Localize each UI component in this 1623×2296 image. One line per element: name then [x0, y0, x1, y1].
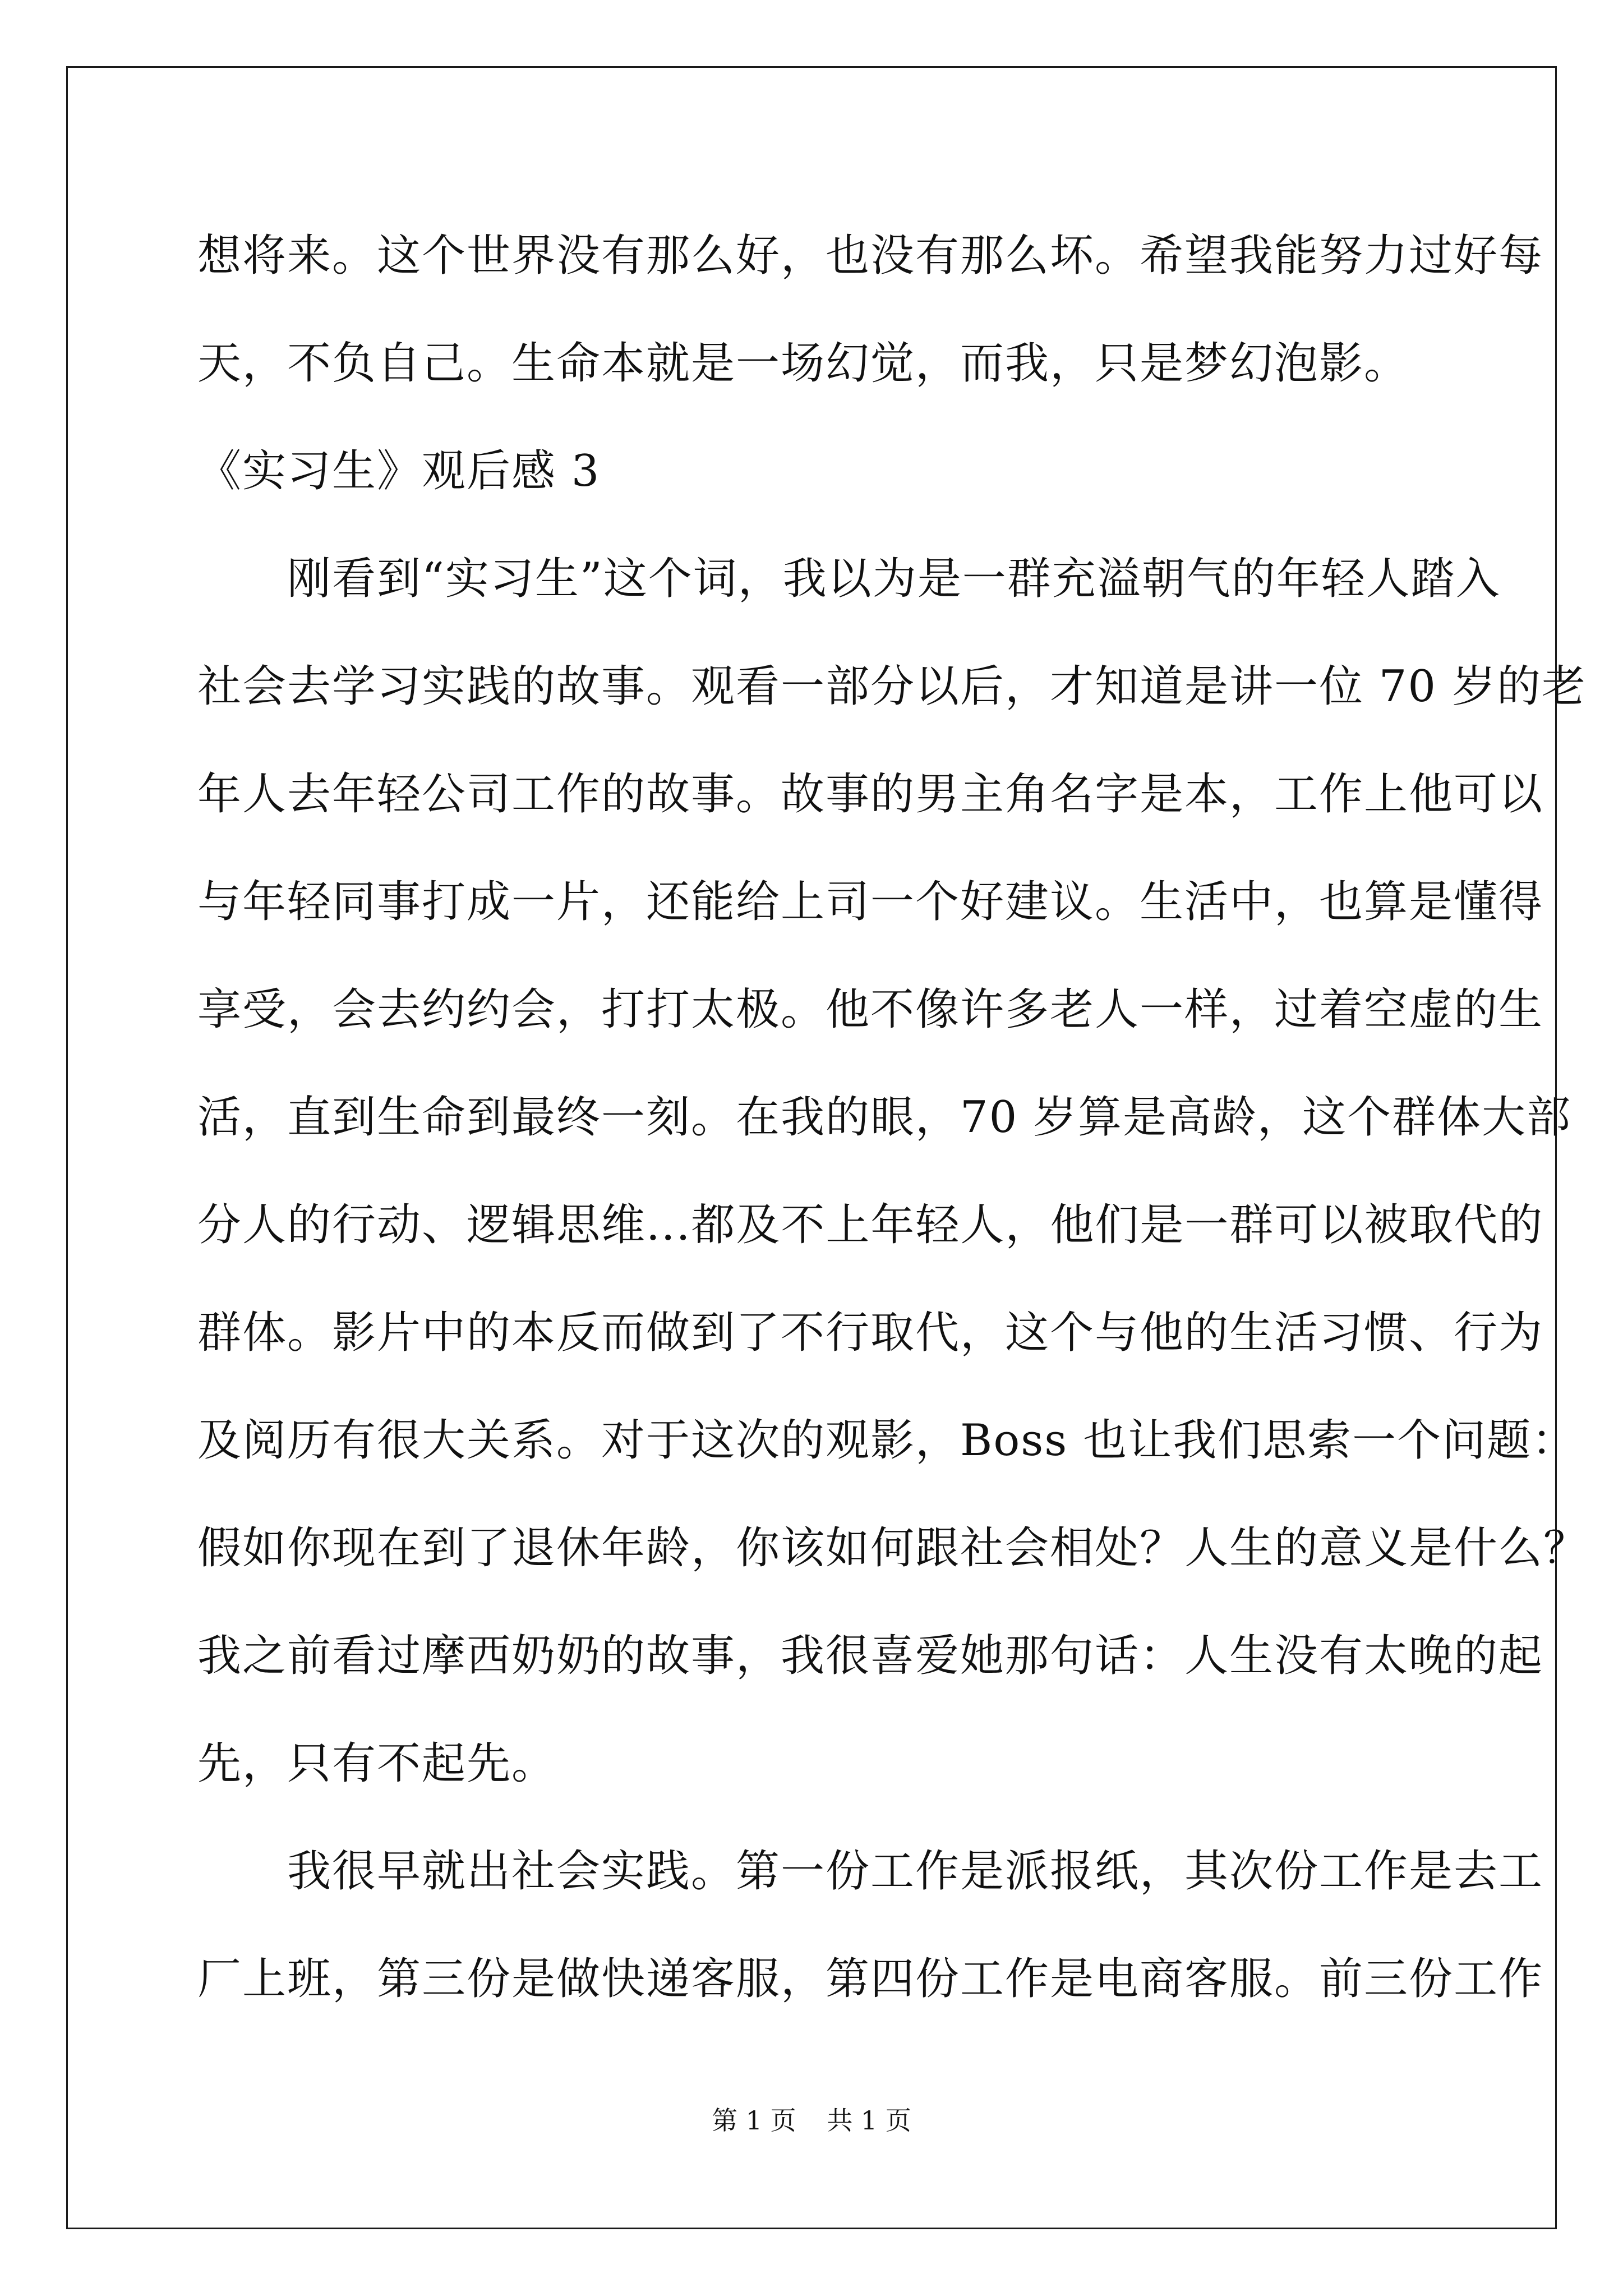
- text-line: 刚看到“实习生”这个词，我以为是一群充溢朝气的年轻人踏入: [197, 554, 1501, 604]
- text-line: 假如你现在到了退休年龄，你该如何跟社会相处？人生的意义是什么？: [197, 1523, 1589, 1573]
- text-line: 社会去学习实践的故事。观看一部分以后，才知道是讲一位 70 岁的老: [197, 661, 1587, 712]
- text-line: 年人去年轻公司工作的故事。故事的男主角名字是本，工作上他可以: [197, 769, 1544, 820]
- page-footer: [0, 2104, 1623, 2137]
- document-body: [197, 202, 1589, 2033]
- text-line: 与年轻同事打成一片，还能给上司一个好建议。生活中，也算是懂得: [197, 877, 1544, 927]
- page-number: 第 1 页: [712, 2105, 796, 2136]
- text-line: 活，直到生命到最终一刻。在我的眼，70 岁算是高龄，这个群体大部: [197, 1092, 1572, 1143]
- text-line: 想将来。这个世界没有那么好，也没有那么坏。希望我能努力过好每: [197, 231, 1544, 281]
- section-heading: 《实习生》观后感 3: [197, 446, 601, 496]
- text-line: 先，只有不起先。: [197, 1738, 557, 1789]
- page-total: 共 1 页: [827, 2105, 911, 2136]
- text-line: 我之前看过摩西奶奶的故事，我很喜爱她那句话：人生没有太晚的起: [197, 1631, 1544, 1681]
- text-line: 天，不负自己。生命本就是一场幻觉，而我，只是梦幻泡影。: [197, 338, 1409, 389]
- text-line: 分人的行动、逻辑思维...都及不上年轻人，他们是一群可以被取代的: [197, 1200, 1544, 1250]
- text-line: 及阅历有很大关系。对于这次的观影，Boss 也让我们思索一个问题：: [197, 1415, 1577, 1466]
- text-line: 享受，会去约约会，打打太极。他不像许多老人一样，过着空虚的生: [197, 984, 1544, 1035]
- text-line: 群体。影片中的本反而做到了不行取代，这个与他的生活习惯、行为: [197, 1308, 1544, 1358]
- text-line: 我很早就出社会实践。第一份工作是派报纸，其次份工作是去工: [197, 1846, 1544, 1897]
- text-line: 厂上班，第三份是做快递客服，第四份工作是电商客服。前三份工作: [197, 1954, 1544, 2004]
